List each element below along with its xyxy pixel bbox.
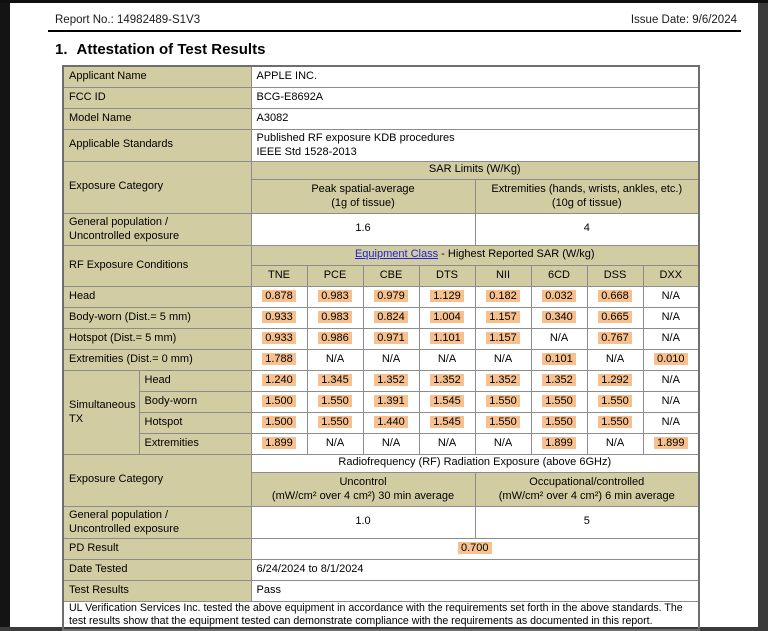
table-row [63, 506, 699, 538]
sar-value-cell [531, 391, 587, 412]
sar-value-cell [643, 307, 699, 328]
col-header-tne: TNE [251, 265, 307, 286]
extremities-limit-value: 4 [475, 213, 699, 245]
sar-value-cell [643, 349, 699, 370]
sim-row-label: Body-worn [139, 391, 251, 412]
sar-value: N/A [437, 436, 457, 449]
simultaneous-tx-label: Simultaneous TX [63, 370, 139, 454]
test-results-label: Test Results [63, 580, 251, 601]
sar-value: 1.129 [430, 290, 464, 302]
sar-value: 1.157 [486, 332, 520, 344]
sar-row-label: Head [63, 286, 251, 307]
sar-value: 1.391 [374, 395, 408, 407]
header-rule [48, 30, 741, 32]
sar-value: 0.668 [598, 290, 632, 302]
peak-spatial-average-header: Peak spatial-average (1g of tissue) [251, 179, 475, 213]
sar-value: 0.983 [318, 290, 352, 302]
sar-row-label: Body-worn (Dist.= 5 mm) [63, 307, 251, 328]
general-population-label-2: General population / Uncontrolled exposure [63, 506, 251, 538]
table-row [63, 307, 699, 328]
table-row [63, 286, 699, 307]
sar-value: 1.899 [654, 437, 688, 449]
sar-row-label: Hotspot (Dist.= 5 mm) [63, 328, 251, 349]
table-row [63, 108, 699, 129]
sar-value-cell [643, 328, 699, 349]
table-row [63, 245, 699, 265]
table-row [63, 580, 699, 601]
sar-value: 0.032 [542, 290, 576, 302]
sar-value-cell [419, 307, 475, 328]
col-header-nii: NII [475, 265, 531, 286]
date-tested-label: Date Tested [63, 559, 251, 580]
table-row [63, 66, 699, 87]
col-header-dss: DSS [587, 265, 643, 286]
sar-value: N/A [325, 352, 345, 365]
sar-value: 1.352 [486, 374, 520, 386]
col-header-pce: PCE [307, 265, 363, 286]
test-results-value: Pass [251, 580, 699, 601]
sar-value-cell [363, 307, 419, 328]
sar-value: 1.899 [542, 437, 576, 449]
col-header-dxx: DXX [643, 265, 699, 286]
sar-value: 1.157 [486, 311, 520, 323]
sar-value-cell [307, 328, 363, 349]
sar-value-cell [643, 412, 699, 433]
table-row [63, 349, 699, 370]
sar-value-cell [587, 307, 643, 328]
sar-value-cell [643, 391, 699, 412]
table-row [63, 87, 699, 108]
date-tested-value: 6/24/2024 to 8/1/2024 [251, 559, 699, 580]
sar-value: 0.986 [318, 332, 352, 344]
applicable-standards-value: Published RF exposure KDB procedures IEEE Std 1528-2013 [251, 129, 699, 161]
sar-value-cell [587, 349, 643, 370]
sar-value-cell [419, 328, 475, 349]
table-row [63, 129, 699, 161]
fcc-id-value: BCG-E8692A [251, 87, 699, 108]
sar-value-cell [363, 370, 419, 391]
sar-value-cell [419, 391, 475, 412]
sar-value: N/A [661, 310, 680, 323]
sar-value: 0.010 [654, 353, 688, 365]
table-row [63, 328, 699, 349]
sar-value: 0.665 [598, 311, 632, 323]
sar-value: 1.550 [318, 395, 352, 407]
sar-value: 1.240 [262, 374, 296, 386]
sar-value-cell [587, 391, 643, 412]
sar-value: N/A [493, 436, 513, 449]
sar-value-cell [531, 349, 587, 370]
sar-value-cell [363, 328, 419, 349]
sar-value: 0.933 [262, 311, 296, 323]
sar-value: N/A [661, 289, 680, 302]
uncontrol-value: 1.0 [251, 506, 475, 538]
sar-value-cell [587, 370, 643, 391]
sar-value: 0.182 [486, 290, 520, 302]
pd-result-value: 0.700 [458, 542, 492, 554]
table-row [63, 454, 699, 472]
sar-value-cell [475, 328, 531, 349]
sar-value-cell [475, 391, 531, 412]
sar-value: 1.550 [542, 416, 576, 428]
sar-value: N/A [661, 331, 680, 344]
sim-row-label: Head [139, 370, 251, 391]
sar-value: N/A [549, 331, 569, 344]
sar-value-cell [587, 286, 643, 307]
sar-value-cell [531, 433, 587, 454]
sar-value-cell [531, 412, 587, 433]
col-header-dts: DTS [419, 265, 475, 286]
sar-value: 0.824 [374, 311, 408, 323]
sar-value-cell [475, 286, 531, 307]
sar-value: 1.550 [542, 395, 576, 407]
sar-value-cell [251, 412, 307, 433]
sar-value: 1.352 [542, 374, 576, 386]
sar-value: 1.004 [430, 311, 464, 323]
section-title [55, 41, 758, 58]
sar-value: 1.352 [374, 374, 408, 386]
sar-value: 1.440 [374, 416, 408, 428]
occupational-header: Occupational/controlled (mW/cm² over 4 cm²) 6 min average [475, 472, 699, 506]
sar-value: 1.352 [430, 374, 464, 386]
sar-value-cell [307, 433, 363, 454]
sar-value-cell [531, 328, 587, 349]
table-row [63, 433, 699, 454]
table-row [63, 601, 699, 630]
document-page [10, 3, 758, 627]
table-row [63, 161, 699, 179]
applicant-name-label: Applicant Name [63, 66, 251, 87]
sar-value-cell [251, 349, 307, 370]
sar-value: 0.979 [374, 290, 408, 302]
sar-value-cell [475, 412, 531, 433]
sar-value: N/A [325, 436, 345, 449]
sar-value-cell [587, 328, 643, 349]
sar-value-cell [363, 391, 419, 412]
sar-value-cell [587, 433, 643, 454]
sar-value-cell [363, 349, 419, 370]
sar-value-cell [475, 433, 531, 454]
extremities-header: Extremities (hands, wrists, ankles, etc.) (10g of tissue) [475, 179, 699, 213]
sar-value-cell [643, 370, 699, 391]
pd-result-cell [251, 538, 699, 559]
sar-value-cell [307, 391, 363, 412]
applicant-name-value: APPLE INC. [251, 66, 699, 87]
sar-value-cell [419, 412, 475, 433]
window-left-frame [0, 0, 10, 627]
exposure-category-label: Exposure Category [63, 161, 251, 213]
pd-result-label: PD Result [63, 538, 251, 559]
sar-value-cell [475, 307, 531, 328]
sar-value: 0.933 [262, 332, 296, 344]
sar-value: N/A [381, 436, 401, 449]
sar-value: 1.788 [262, 353, 296, 365]
sar-value-cell [307, 349, 363, 370]
sar-value-cell [251, 307, 307, 328]
sar-value: 0.101 [542, 353, 576, 365]
sar-value: 0.878 [262, 290, 296, 302]
rf-radiation-header: Radiofrequency (RF) Radiation Exposure (above 6GHz) [251, 454, 699, 472]
sar-value: 1.545 [430, 416, 464, 428]
equipment-class-header [251, 245, 699, 265]
attestation-note: UL Verification Services Inc. tested the above equipment in accordance with the requirements set forth in the above standards. The test results show that the equipment tested can demonstrate compliance with the requirements as documented in this report. [63, 601, 699, 630]
sar-value: 1.550 [598, 395, 632, 407]
equipment-class-header-rest: - Highest Reported SAR (W/kg) [438, 248, 595, 261]
sar-value-cell [363, 412, 419, 433]
sar-value-cell [475, 349, 531, 370]
sar-row-label: Extremities (Dist.= 0 mm) [63, 349, 251, 370]
sar-value-cell [307, 307, 363, 328]
sar-value-cell [307, 412, 363, 433]
sar-value-cell [251, 328, 307, 349]
sim-row-label: Hotspot [139, 412, 251, 433]
peak-limit-value: 1.6 [251, 213, 475, 245]
table-row [63, 412, 699, 433]
sar-value: N/A [605, 352, 625, 365]
sar-value-cell [419, 349, 475, 370]
sar-value: 1.545 [430, 395, 464, 407]
sar-value-cell [475, 370, 531, 391]
report-number: Report No.: 14982489-S1V3 [55, 14, 201, 26]
sar-value: 1.550 [598, 416, 632, 428]
occupational-value: 5 [475, 506, 699, 538]
sar-value-cell [251, 433, 307, 454]
sar-value: N/A [381, 352, 401, 365]
sar-value: 1.101 [430, 332, 464, 344]
sar-value: 0.767 [598, 332, 632, 344]
sar-value: 0.971 [374, 332, 408, 344]
fcc-id-label: FCC ID [63, 87, 251, 108]
sar-value-cell [643, 433, 699, 454]
sim-row-label: Extremities [139, 433, 251, 454]
document-header [55, 14, 737, 26]
sar-value: 1.550 [486, 395, 520, 407]
sar-value: N/A [437, 352, 457, 365]
sar-value: N/A [493, 352, 513, 365]
sar-value: 0.983 [318, 311, 352, 323]
sar-value-cell [251, 286, 307, 307]
section-number: 1. [55, 41, 68, 58]
sar-value-cell [531, 286, 587, 307]
col-header-cbe: CBE [363, 265, 419, 286]
sar-value: 0.340 [542, 311, 576, 323]
sar-value-cell [419, 286, 475, 307]
table-row [63, 538, 699, 559]
sar-limits-header: SAR Limits (W/Kg) [251, 161, 699, 179]
table-row [63, 213, 699, 245]
sar-value-cell [307, 370, 363, 391]
general-population-label: General population / Uncontrolled exposure [63, 213, 251, 245]
sar-value-cell [419, 433, 475, 454]
sar-value-cell [363, 286, 419, 307]
sar-value-cell [251, 391, 307, 412]
sar-value: 1.345 [318, 374, 352, 386]
sar-value: N/A [661, 394, 680, 407]
exposure-category-label-2: Exposure Category [63, 454, 251, 506]
sar-value: N/A [605, 436, 625, 449]
applicable-standards-label: Applicable Standards [63, 129, 251, 161]
model-name-value: A3082 [251, 108, 699, 129]
section-title-text: Attestation of Test Results [76, 41, 266, 58]
model-name-label: Model Name [63, 108, 251, 129]
sar-value-cell [643, 286, 699, 307]
attestation-table [62, 65, 700, 631]
sar-value: 1.292 [598, 374, 632, 386]
sar-value: N/A [661, 373, 680, 386]
sar-value: 1.550 [486, 416, 520, 428]
issue-date: Issue Date: 9/6/2024 [630, 14, 737, 26]
sar-value-cell [307, 286, 363, 307]
sar-value-cell [419, 370, 475, 391]
sar-value: 1.500 [262, 395, 296, 407]
sar-value-cell [587, 412, 643, 433]
sar-value-cell [363, 433, 419, 454]
sar-value: N/A [661, 415, 680, 428]
sar-value-cell [251, 370, 307, 391]
table-row [63, 559, 699, 580]
equipment-class-link[interactable]: Equipment Class [354, 248, 439, 261]
sar-value: 1.899 [262, 437, 296, 449]
sar-value: 1.500 [262, 416, 296, 428]
sar-value-cell [531, 370, 587, 391]
table-row [63, 391, 699, 412]
table-row [63, 370, 699, 391]
sar-value-cell [531, 307, 587, 328]
sar-value: 1.550 [318, 416, 352, 428]
rf-exposure-conditions-label: RF Exposure Conditions [63, 245, 251, 286]
uncontrol-header: Uncontrol (mW/cm² over 4 cm²) 30 min average [251, 472, 475, 506]
col-header-6cd: 6CD [531, 265, 587, 286]
